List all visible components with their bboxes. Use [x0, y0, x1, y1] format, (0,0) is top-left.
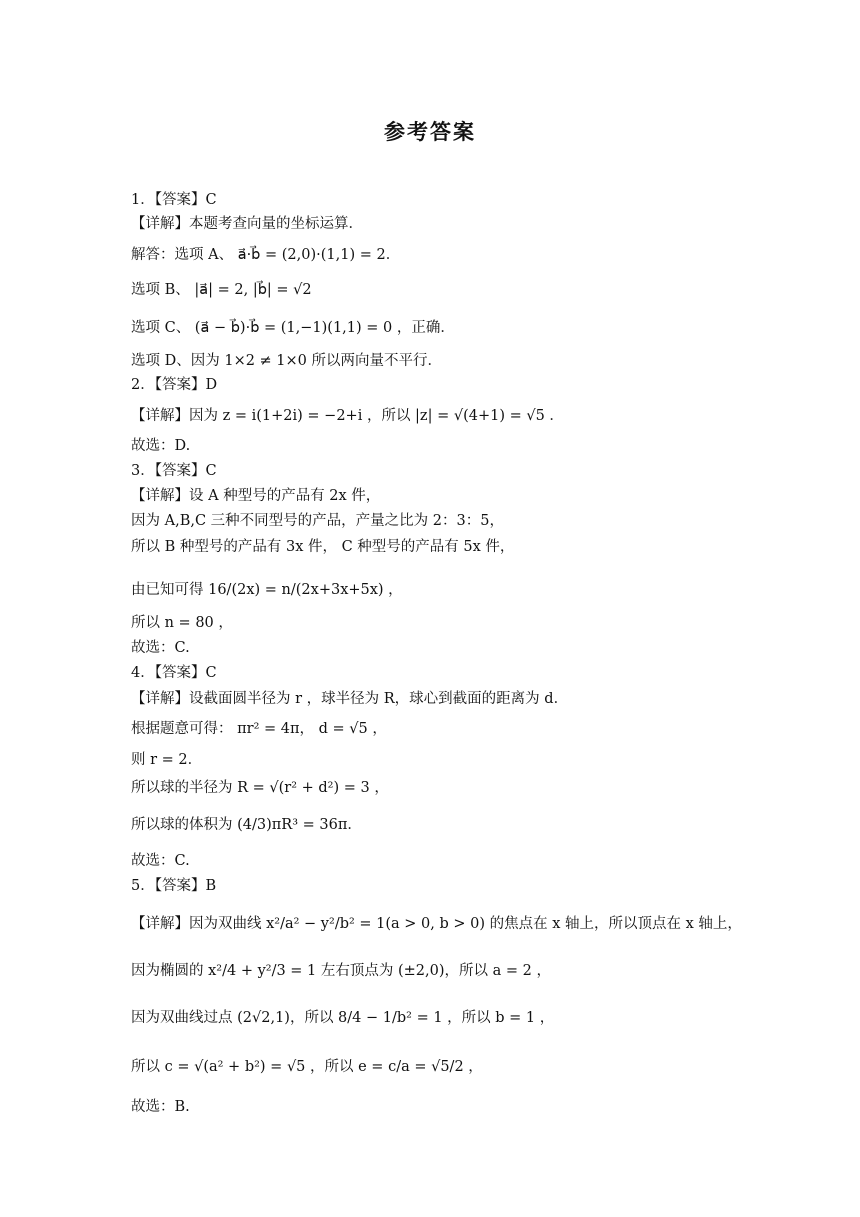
- answer-5-heading: 5．【答案】B: [131, 878, 217, 894]
- answer-3-line-2: 因为 A,B,C 三种不同型号的产品，产量之比为 2：3：5，: [131, 513, 504, 529]
- page-title: 参考答案: [384, 120, 476, 144]
- answer-2-heading: 2．【答案】D: [131, 377, 218, 393]
- answer-4-line-5: 所以球的体积为 (4/3)πR³ = 36π．: [131, 817, 362, 833]
- answer-5-line-3: 因为双曲线过点 (2√2,1)，所以 8/4 − 1/b² = 1 ，所以 b = 1 ，: [131, 1010, 555, 1026]
- answer-3-detail: 【详解】设 A 种型号的产品有 2x 件，: [131, 488, 381, 504]
- answer-1-detail: 【详解】本题考查向量的坐标运算．: [131, 216, 363, 232]
- answer-4-choice: 故选：C.: [131, 853, 190, 869]
- answer-4-heading: 4．【答案】C: [131, 665, 217, 681]
- answer-2-detail: 【详解】因为 z = i(1+2i) = −2+i ，所以 |z| = √(4+1) = √5 ．: [131, 408, 564, 424]
- answer-4-detail: 【详解】设截面圆半径为 r ，球半径为 R，球心到截面的距离为 d．: [131, 691, 569, 707]
- answer-3-result: 所以 n = 80 ，: [131, 615, 233, 631]
- answer-1-option-c: 选项 C、 (a⃗ − b⃗)·b⃗ = (1,−1)(1,1) = 0 ，正确．: [131, 320, 455, 336]
- answer-5-line-4: 所以 c = √(a² + b²) = √5 ，所以 e = c/a = √5/2 ，: [131, 1059, 483, 1075]
- answer-3-choice: 故选：C.: [131, 640, 190, 656]
- answer-5-detail: 【详解】因为双曲线 x²/a² − y²/b² = 1(a > 0, b > 0) 的焦点在 x 轴上，所以顶点在 x 轴上，: [131, 916, 742, 932]
- answer-1-option-b: 选项 B、 |a⃗| = 2, |b⃗| = √2: [131, 282, 312, 298]
- answer-3-heading: 3．【答案】C: [131, 463, 217, 479]
- answer-4-line-4: 所以球的半径为 R = √(r² + d²) = 3 ，: [131, 780, 389, 796]
- answer-4-line-2: 根据题意可得： πr² = 4π， d = √5 ，: [131, 721, 387, 737]
- answer-1-heading: 1．【答案】C: [131, 192, 217, 208]
- answer-5-choice: 故选：B.: [131, 1099, 190, 1115]
- answer-5-line-2: 因为椭圆的 x²/4 + y²/3 = 1 左右顶点为 (±2,0)，所以 a = 2 ，: [131, 963, 551, 979]
- answer-3-equation: 由已知可得 16/(2x) = n/(2x+3x+5x) ，: [131, 582, 403, 598]
- answer-4-line-3: 则 r = 2．: [131, 752, 203, 768]
- answer-1-option-a: 解答：选项 A、 a⃗·b⃗ = (2,0)·(1,1) = 2．: [131, 247, 401, 263]
- answer-3-line-3: 所以 B 种型号的产品有 3x 件， C 种型号的产品有 5x 件，: [131, 539, 515, 555]
- answer-2-choice: 故选：D.: [131, 438, 191, 454]
- answer-1-option-d: 选项 D、因为 1×2 ≠ 1×0 所以两向量不平行．: [131, 353, 443, 369]
